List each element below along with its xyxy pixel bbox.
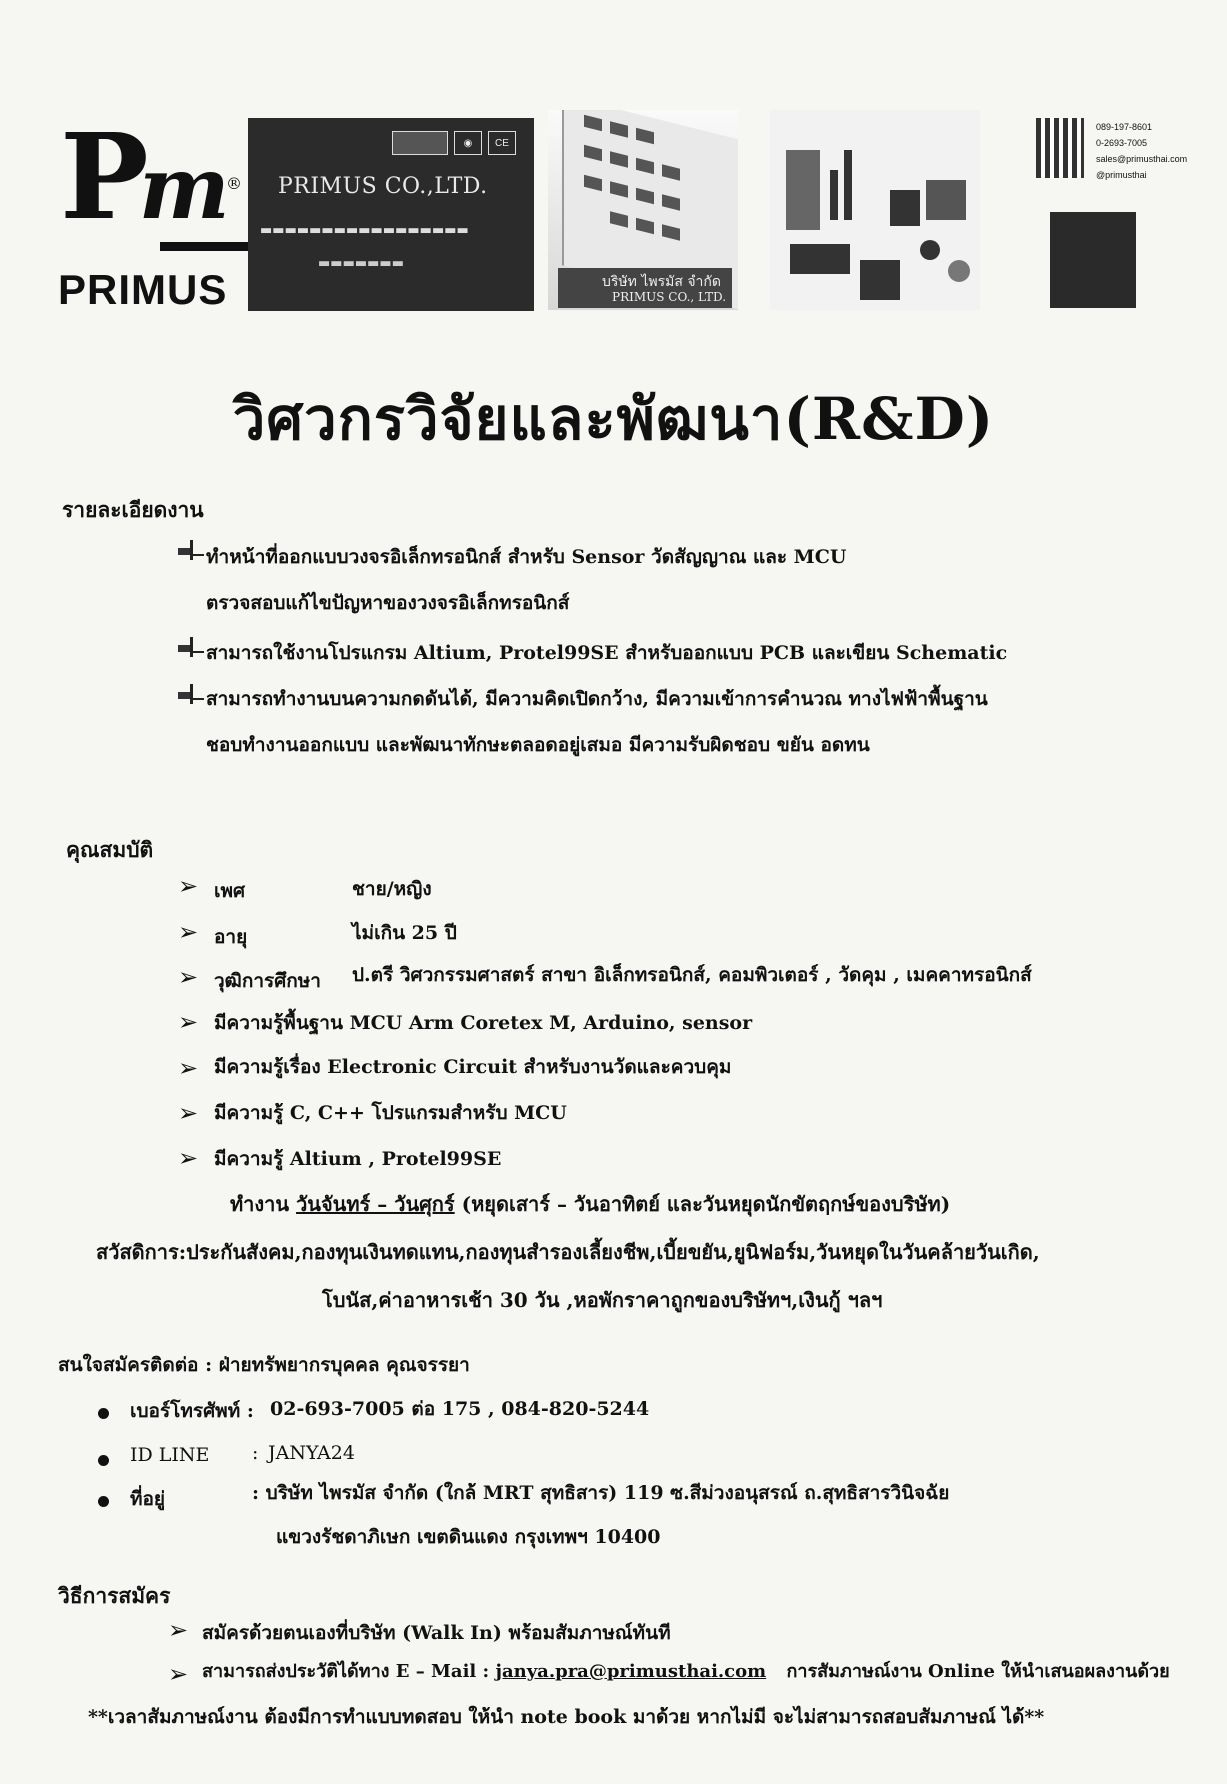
registered-mark: ® — [226, 174, 242, 193]
primus-logo — [58, 107, 243, 313]
gender-label: เพศ — [214, 880, 246, 902]
work-days-line — [230, 1188, 950, 1220]
arrow-bullet-icon: ➢ — [178, 918, 199, 946]
bullet-dot-icon — [98, 1408, 109, 1419]
arrow-bullet-icon: ➢ — [178, 1099, 199, 1127]
arrow-bullet-icon: ➢ — [178, 1054, 199, 1082]
address-line1: : บริษัท ไพรมัส จำกัด (ใกล้ MRT สุทธิสาร) 119 ซ.สีม่วงอนุสรณ์ ถ.สุทธิสารวินิจฉัย — [252, 1482, 950, 1504]
banner-tagline-line1: ▬▬▬▬▬▬▬▬▬▬▬▬▬▬▬▬▬ — [260, 223, 469, 238]
arrow-bullet-icon: ➢ — [168, 1660, 189, 1688]
logo-mark: Pm — [60, 107, 220, 246]
apply-walk-in: สมัครด้วยตนเองที่บริษัท (Walk In) พร้อมสัมภาษณ์ทันที — [202, 1622, 671, 1644]
skill-electronic-circuit: มีความรู้เรื่อง Electronic Circuit สำหรับงานวัดและควบคุม — [214, 1056, 732, 1078]
apply-heading: วิธีการสมัคร — [58, 1583, 171, 1608]
work-days-prefix: ทำงาน — [230, 1192, 290, 1216]
address-label: ที่อยู่ — [130, 1488, 166, 1510]
benefits-line2: โบนัส,ค่าอาหารเช้า 30 วัน ,หอพักราคาถูกของบริษัทฯ,เงินกู้ ฯลฯ — [322, 1288, 883, 1312]
skill-altium: มีความรู้ Altium , Protel99SE — [214, 1148, 502, 1170]
contact-line-id: @primusthai — [1096, 170, 1147, 180]
job-detail-1-line1: ทำหน้าที่ออกแบบวงจรอิเล็กทรอนิกส์ สำหรับ Sensor วัดสัญญาณ และ MCU — [206, 546, 847, 568]
apply-online-note: การสัมภาษณ์งาน Online ให้นำเสนอผลงานด้วย — [786, 1661, 1170, 1682]
job-details-heading: รายละเอียดงาน — [62, 497, 204, 522]
ce-mark-icon: CE — [488, 131, 516, 155]
banner-company-name: PRIMUS CO.,LTD. — [278, 174, 488, 199]
bullet-icon — [178, 637, 204, 661]
arrow-bullet-icon: ➢ — [178, 1008, 199, 1036]
bullet-icon — [178, 684, 204, 708]
arrow-bullet-icon: ➢ — [178, 963, 199, 991]
bullet-dot-icon — [98, 1455, 109, 1466]
arrow-bullet-icon: ➢ — [178, 872, 199, 900]
logo-wordmark: PRIMUS — [58, 266, 228, 313]
job-title: วิศวกรวิจัยและพัฒนา(R&D) — [232, 385, 995, 453]
building-caption-english: PRIMUS CO., LTD. — [612, 290, 727, 304]
banner-tagline-line2: ▬▬▬▬▬▬▬ — [318, 256, 404, 271]
certification-badges — [392, 131, 516, 155]
line-id-value: JANYA24 — [268, 1442, 355, 1464]
qualifications-heading: คุณสมบัติ — [66, 837, 154, 862]
apply-email-line — [202, 1656, 1170, 1685]
contact-heading: สนใจสมัครติดต่อ : ฝ่ายทรัพยากรบุคคล คุณจรรยา — [58, 1354, 470, 1376]
logo-underline — [160, 242, 248, 251]
products-photo — [770, 110, 980, 310]
gender-value: ชาย/หญิง — [352, 878, 432, 900]
contact-email: sales@primusthai.com — [1096, 154, 1188, 164]
skill-c-cpp: มีความรู้ C, C++ โปรแกรมสำหรับ MCU — [214, 1102, 567, 1124]
interview-footer-note: **เวลาสัมภาษณ์งาน ต้องมีการทำแบบทดสอบ ให้นำ note book มาด้วย หากไม่มี จะไม่สามารถสอบสัมภาษณ์ ได้** — [88, 1706, 1045, 1728]
work-days-note: (หยุดเสาร์ – วันอาทิตย์ และวันหยุดนักขัตฤกษ์ของบริษัท) — [461, 1192, 951, 1216]
education-label: วุฒิการศึกษา — [214, 970, 321, 992]
contact-phone-mobile: 089-197-8601 — [1096, 122, 1153, 132]
job-detail-3-line2: ชอบทำงานออกแบบ และพัฒนาทักษะตลอดอยู่เสมอ มีความรับผิดชอบ ขยัน อดทน — [206, 734, 870, 756]
iso-icon: ◉ — [454, 131, 482, 155]
certificate-icon — [392, 131, 448, 155]
qr-code-icon — [1036, 118, 1084, 178]
education-value: ป.ตรี วิศวกรรมศาสตร์ สาขา อิเล็กทรอนิกส์, คอมพิวเตอร์ , วัดคุม , เมคคาทรอนิกส์ — [352, 964, 1032, 986]
benefits-line1: สวัสดิการ:ประกันสังคม,กองทุนเงินทดแทน,กองทุนสำรองเลี้ยงชีพ,เบี้ยขยัน,ยูนิฟอร์ม,วันหยุดในวันคล้ายวันเกิด, — [96, 1240, 1040, 1264]
apply-email-link[interactable]: janya.pra@primusthai.com — [495, 1661, 767, 1682]
phone-label: เบอร์โทรศัพท์ : — [130, 1400, 254, 1422]
job-detail-2: สามารถใช้งานโปรแกรม Altium, Protel99SE สำหรับออกแบบ PCB และเขียน Schematic — [206, 642, 1008, 664]
skill-mcu: มีความรู้พื้นฐาน MCU Arm Coretex M, Arduino, sensor — [214, 1012, 753, 1034]
phone-value: 02-693-7005 ต่อ 175 , 084-820-5244 — [270, 1398, 650, 1420]
arrow-bullet-icon: ➢ — [178, 1144, 199, 1172]
building-caption — [558, 268, 732, 308]
line-id-label: ID LINE — [130, 1444, 210, 1466]
work-days-range: วันจันทร์ – วันศุกร์ — [296, 1192, 455, 1216]
age-label: อายุ — [214, 926, 248, 948]
arrow-bullet-icon: ➢ — [168, 1616, 189, 1644]
bullet-icon — [178, 540, 204, 564]
age-value: ไม่เกิน 25 ปี — [352, 922, 457, 944]
contact-phone-office: 0-2693-7005 — [1096, 138, 1148, 148]
address-line2: แขวงรัชดาภิเษก เขตดินแดง กรุงเทพฯ 10400 — [276, 1526, 661, 1548]
bullet-dot-icon — [98, 1496, 109, 1507]
building-photo — [548, 110, 738, 310]
line-id-colon: : — [252, 1442, 259, 1464]
company-banner — [248, 118, 534, 311]
job-detail-1-line2: ตรวจสอบแก้ไขปัญหาของวงจรอิเล็กทรอนิกส์ — [206, 592, 570, 614]
control-cabinet-photo — [1050, 212, 1136, 308]
contact-panel — [1010, 112, 1210, 312]
job-detail-3-line1: สามารถทำงานบนความกดดันได้, มีความคิดเปิดกว้าง, มีความเข้าการคำนวณ ทางไฟฟ้าพื้นฐาน — [206, 688, 988, 710]
building-caption-thai: บริษัท ไพรมัส จำกัด — [602, 274, 721, 290]
apply-email-prefix: สามารถส่งประวัติได้ทาง E – Mail : — [202, 1661, 490, 1682]
